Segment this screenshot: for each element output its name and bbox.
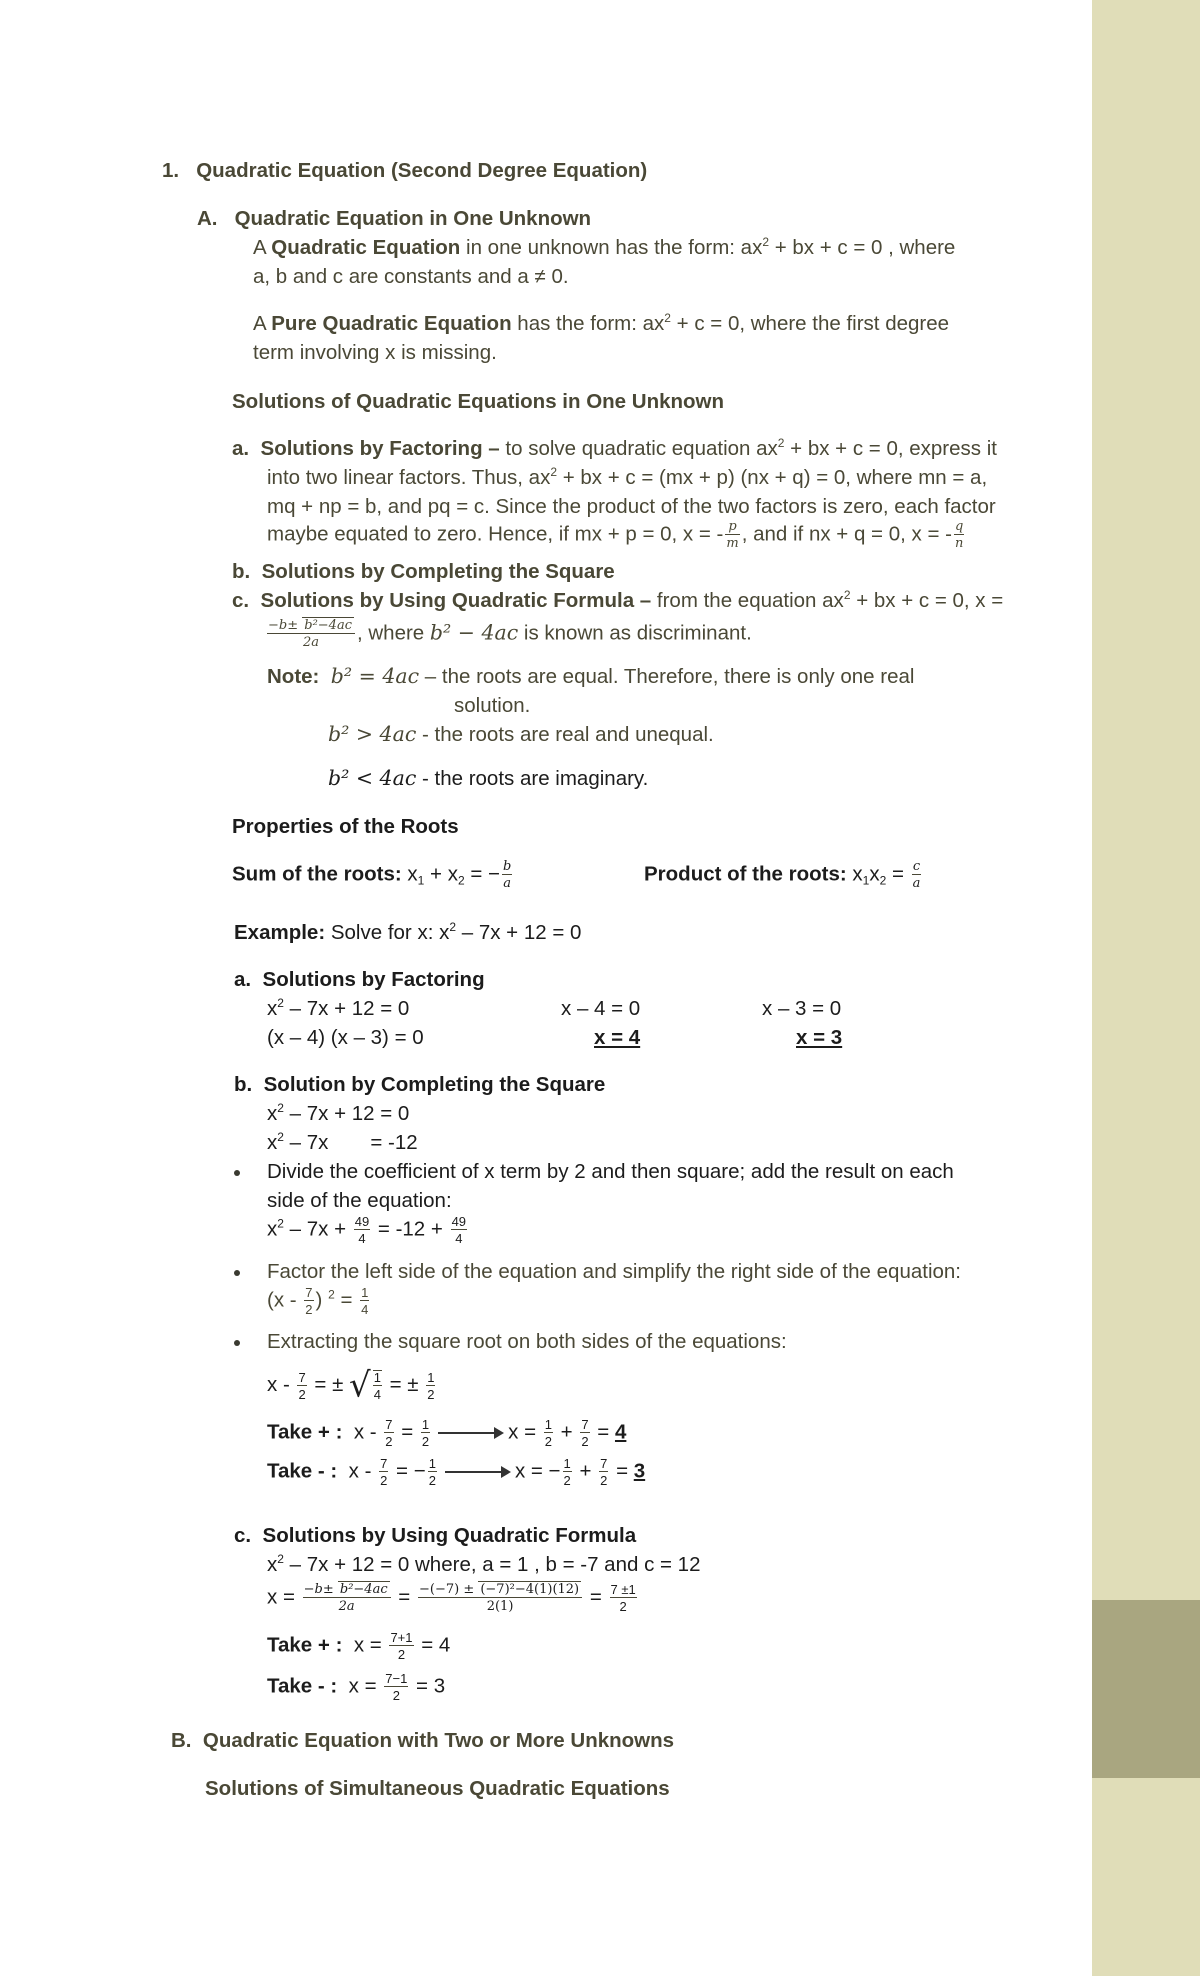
fraction-7-over-2 <box>379 1457 388 1487</box>
subscript: 1 <box>862 873 870 888</box>
text: + bx + c = 0, express it <box>784 437 997 460</box>
method-a-line3: mq + np = b, and pq = c. Since the product of the two factors is zero, each factor <box>267 495 996 518</box>
numerator: 1 <box>361 1285 369 1300</box>
text: + bx + c = 0, x = <box>850 589 1004 612</box>
text: = -12 <box>370 1131 418 1154</box>
take-minus-label: Take - : <box>267 1674 338 1698</box>
take-minus-label: Take - : <box>267 1459 338 1483</box>
step-title: Solutions by Using Quadratic Formula <box>262 1524 637 1547</box>
bullet2-text: Factor the left side of the equation and simplify the right side of the equation: <box>267 1260 962 1283</box>
denominator: 4 <box>373 1387 381 1402</box>
term-pure-quadratic-equation: Pure Quadratic Equation <box>271 312 512 335</box>
example-statement <box>234 920 581 946</box>
fraction-7-minus-1-over-2 <box>384 1672 408 1702</box>
numerator: 1 <box>373 1370 381 1385</box>
fraction-49-over-4 <box>451 1215 467 1245</box>
denominator: 2 <box>581 1434 589 1449</box>
method-b <box>232 559 615 585</box>
completing-equation2 <box>267 1286 371 1316</box>
bullet1-line2: side of the equation: <box>267 1189 452 1212</box>
product-label: Product of the roots: <box>644 862 847 886</box>
subsection-letter: B. <box>171 1729 192 1752</box>
denominator: 2 <box>380 1473 388 1488</box>
numerator-text: −b± <box>268 618 303 633</box>
text: , where <box>356 621 430 645</box>
text: x <box>267 1217 278 1241</box>
subsection-title: Quadratic Equation in One Unknown <box>234 207 592 230</box>
denominator: 4 <box>361 1302 369 1317</box>
note-line3 <box>328 766 648 792</box>
text: into two linear factors. Thus, ax <box>267 466 551 489</box>
text: = -12 + <box>372 1217 449 1241</box>
factoring-line1 <box>267 996 409 1022</box>
step-title: Solutions by Factoring <box>262 968 485 991</box>
fraction-1-over-2 <box>428 1457 437 1487</box>
quadratic-formula-fraction <box>303 1583 391 1613</box>
method-title: Solutions by Completing the Square <box>261 560 615 583</box>
denominator: 2 <box>421 1434 430 1449</box>
arrow-right-icon <box>438 1432 502 1434</box>
fraction-b-over-a <box>502 860 512 890</box>
text: = <box>886 862 910 886</box>
numerator: 1 <box>421 1417 430 1432</box>
numerator: 7 <box>581 1417 589 1432</box>
denominator: 2 <box>298 1386 306 1402</box>
term-quadratic-equation: Quadratic Equation <box>271 236 461 259</box>
step-title: Solution by Completing the Square <box>263 1073 606 1096</box>
text: + bx + c = 0 , where <box>769 236 956 259</box>
numerator: 49 <box>451 1214 467 1229</box>
root-x-3: x = 3 <box>796 1026 843 1049</box>
denominator: 4 <box>455 1231 463 1246</box>
denominator: 2 <box>544 1434 552 1449</box>
denominator: 2 <box>619 1599 627 1614</box>
text: x <box>401 862 418 886</box>
arrow-right-icon <box>445 1471 509 1473</box>
numerator: 7 <box>380 1456 388 1471</box>
text: x <box>267 997 278 1020</box>
fraction-7-over-2 <box>580 1418 589 1448</box>
denominator: 2 <box>600 1473 608 1488</box>
exponent: 2 <box>277 996 284 1010</box>
formula-substitution <box>267 1583 639 1613</box>
method-letter: c. <box>232 589 250 612</box>
note-text: - the roots are imaginary. <box>416 767 649 790</box>
exponent: 2 <box>664 311 671 325</box>
numerator: 7 <box>298 1369 306 1385</box>
section-title: Quadratic Equation (Second Degree Equation) <box>196 159 648 182</box>
numerator: p <box>725 520 739 535</box>
text: = <box>584 1585 608 1609</box>
numerator: 7 <box>385 1417 393 1432</box>
section-number: 1. <box>162 159 180 182</box>
note-line1-cont: solution. <box>454 694 531 717</box>
denominator: 2a <box>302 635 319 650</box>
result: = 3 <box>410 1674 446 1698</box>
text: in one unknown has the form: ax <box>460 236 763 259</box>
method-a-line4 <box>267 520 966 550</box>
method-letter: b. <box>232 560 251 583</box>
numerator: 1 <box>563 1456 571 1471</box>
definition-paragraph <box>253 235 955 261</box>
text: + c = 0, where the first degree <box>670 312 950 335</box>
subsection-title: Quadratic Equation with Two or More Unknowns <box>202 1729 675 1752</box>
definition-paragraph-line2: a, b and c are constants and a ≠ 0. <box>253 265 569 288</box>
subsection-a-heading <box>197 206 591 232</box>
text: Solve for x: x <box>325 921 450 944</box>
step-letter: b. <box>234 1073 253 1096</box>
note-line2 <box>328 722 714 748</box>
numerator: 49 <box>354 1214 370 1229</box>
bullet3-text: Extracting the square root on both sides of the equations: <box>267 1330 787 1353</box>
properties-heading: Properties of the Roots <box>232 815 459 838</box>
denominator: n <box>954 536 964 551</box>
subsection-letter: A. <box>197 207 218 230</box>
text: x <box>869 862 880 886</box>
numerator: 1 <box>427 1369 435 1385</box>
exponent: 2 <box>550 465 558 479</box>
fraction-7-over-2 <box>599 1457 608 1487</box>
text: – 7x + 12 = 0 <box>283 1102 410 1125</box>
denominator: 2 <box>428 1473 436 1488</box>
completing-line1 <box>267 1101 409 1127</box>
fraction-1-over-4 <box>360 1286 369 1316</box>
subsection-b-heading <box>171 1728 674 1754</box>
fraction-7-over-2 <box>297 1371 306 1401</box>
radicand: b²−4ac <box>339 1582 388 1597</box>
text: x - <box>267 1372 296 1396</box>
factor2-equation: x – 3 = 0 <box>762 997 842 1020</box>
denominator: a <box>503 876 512 891</box>
exponent: 2 <box>762 235 770 249</box>
denominator: 2 <box>563 1473 571 1488</box>
quadratic-formula-fraction <box>267 619 355 649</box>
completing-equation1 <box>267 1215 469 1245</box>
fraction-7-plus-1-over-2 <box>389 1631 413 1661</box>
formula-take-minus <box>267 1672 445 1702</box>
root-x-4: x = 4 <box>594 1026 641 1049</box>
text: – 7x + 12 = 0 <box>283 997 410 1020</box>
text: – 7x + 12 = 0 where, a = 1 , b = -7 and c = 12 <box>283 1553 701 1576</box>
text: x <box>267 1102 278 1125</box>
pure-definition-line2: term involving x is missing. <box>253 341 497 364</box>
fraction-49-over-4 <box>354 1215 370 1245</box>
note-line1 <box>267 664 914 690</box>
text: x = <box>267 1585 301 1609</box>
text: = <box>591 1420 615 1444</box>
subscript: 1 <box>417 873 425 888</box>
radical-sign-icon: √ <box>349 1365 371 1406</box>
numerator: q <box>954 519 964 534</box>
solutions-heading: Solutions of Quadratic Equations in One Unknown <box>232 390 725 413</box>
fraction-q-over-n <box>954 520 964 550</box>
text: = ± <box>308 1372 350 1396</box>
note-label: Note: <box>267 665 320 688</box>
formula-take-plus <box>267 1631 450 1661</box>
text: is known as discriminant. <box>518 621 752 645</box>
exponent: 2 <box>277 1101 284 1115</box>
text: x = <box>508 1420 542 1444</box>
subscript: 2 <box>879 873 887 888</box>
numerator-text: −b± <box>303 1582 338 1597</box>
pure-definition-paragraph <box>253 311 949 337</box>
bullet1-line1: Divide the coefficient of x term by 2 and then square; add the result on each <box>267 1160 954 1183</box>
formula-given <box>267 1552 700 1578</box>
discriminant-expr: b² − 4ac <box>429 620 519 645</box>
text: from the equation ax <box>651 589 844 612</box>
method-title: Solutions by Factoring – <box>260 437 500 460</box>
exponent: 2 <box>777 436 785 450</box>
fraction-7-over-2 <box>384 1418 393 1448</box>
text: maybe equated to zero. Hence, if mx + p = 0, x = - <box>267 522 724 546</box>
numerator: c <box>912 859 921 874</box>
denominator: 2 <box>397 1647 406 1662</box>
text: = <box>392 1585 416 1609</box>
text: x = <box>348 1674 383 1698</box>
numerator: 7 ±1 <box>610 1582 636 1597</box>
text: + <box>573 1459 598 1483</box>
text: – 7x + <box>283 1217 352 1241</box>
text: x = − <box>514 1459 561 1483</box>
bullet <box>234 1270 240 1276</box>
fraction-1-over-2 <box>421 1418 430 1448</box>
take-plus-label: Take + : <box>267 1633 343 1657</box>
fraction-1-over-2 <box>426 1371 435 1401</box>
factor1-equation: x – 4 = 0 <box>561 997 641 1020</box>
text: ) <box>315 1288 329 1312</box>
denominator: a <box>912 876 921 891</box>
numerator: 1 <box>544 1417 552 1432</box>
text: x - <box>348 1459 378 1483</box>
example-label: Example: <box>234 921 326 944</box>
exponent: 2 <box>843 588 851 602</box>
result-4: 4 <box>614 1420 627 1444</box>
text: has the form: ax <box>511 312 665 335</box>
text: = ± <box>383 1372 425 1396</box>
take-minus-line <box>267 1457 645 1487</box>
numerator-text: −(−7) ± <box>418 1582 479 1597</box>
exponent: 2 <box>277 1552 284 1566</box>
fraction-c-over-a <box>912 860 922 890</box>
example-a-heading <box>234 967 485 993</box>
exponent: 2 <box>277 1130 284 1144</box>
text: + bx + c = (mx + p) (nx + q) = 0, where mn = a, <box>557 466 988 489</box>
text: = − <box>464 862 500 886</box>
example-b-heading <box>234 1072 605 1098</box>
text: – 7x <box>283 1131 329 1154</box>
take-plus-label: Take + : <box>267 1420 343 1444</box>
substituted-fraction <box>418 1583 582 1613</box>
method-title: Solutions by Using Quadratic Formula – <box>260 589 652 612</box>
denominator: 2 <box>392 1688 400 1703</box>
step-letter: a. <box>234 968 252 991</box>
denominator: 2 <box>427 1386 435 1402</box>
text: + x <box>424 862 458 886</box>
method-a-line2 <box>267 465 987 491</box>
text: = <box>395 1420 419 1444</box>
numerator: b <box>502 859 512 874</box>
denominator: 2 <box>385 1434 393 1449</box>
method-c <box>232 588 1003 614</box>
simultaneous-heading: Solutions of Simultaneous Quadratic Equations <box>205 1777 670 1800</box>
sum-label: Sum of the roots: <box>232 862 402 886</box>
section-heading <box>162 158 647 184</box>
exponent: 2 <box>328 1287 335 1302</box>
fraction-1-over-4 <box>373 1370 382 1401</box>
text: = − <box>390 1459 426 1483</box>
subscript: 2 <box>457 873 465 888</box>
radicand: b²−4ac <box>304 618 352 633</box>
sum-of-roots <box>232 860 514 890</box>
take-plus-line <box>267 1418 626 1448</box>
numerator: 7+1 <box>390 1630 413 1645</box>
method-letter: a. <box>232 437 250 460</box>
text: x = <box>353 1633 388 1657</box>
note-text: – the roots are equal. Therefore, there is only one real <box>419 665 915 688</box>
numerator: 1 <box>428 1456 436 1471</box>
product-of-roots <box>644 860 923 890</box>
text: = <box>610 1459 634 1483</box>
denominator: 2a <box>338 1599 355 1614</box>
bullet <box>234 1170 240 1176</box>
text: x - <box>353 1420 383 1444</box>
text: to solve quadratic equation ax <box>499 437 778 460</box>
example-c-heading <box>234 1523 636 1549</box>
square-root-equation <box>267 1365 437 1406</box>
numerator: 7 <box>600 1456 608 1471</box>
numerator: 7−1 <box>385 1671 408 1686</box>
text: (x - <box>267 1288 303 1312</box>
fraction-1-over-2 <box>563 1457 572 1487</box>
text: , and if nx + q = 0, x = - <box>741 522 952 546</box>
completing-line2 <box>267 1130 418 1156</box>
note-condition: b² < 4ac <box>328 766 417 790</box>
fraction-p-over-m <box>725 520 739 550</box>
note-condition: b² > 4ac <box>328 722 417 746</box>
step-letter: c. <box>234 1524 252 1547</box>
note-text: - the roots are real and unequal. <box>416 723 714 746</box>
quadratic-formula-line <box>265 619 752 649</box>
text: A <box>253 236 272 259</box>
text: + <box>554 1420 579 1444</box>
bullet <box>234 1340 240 1346</box>
denominator: m <box>726 536 739 551</box>
result-3: 3 <box>633 1459 646 1483</box>
text: x <box>267 1553 278 1576</box>
text: x <box>846 862 863 886</box>
denominator: 4 <box>358 1231 366 1246</box>
factoring-line2: (x – 4) (x – 3) = 0 <box>267 1026 424 1049</box>
simplified-fraction <box>610 1583 637 1613</box>
fraction-1-over-2 <box>544 1418 553 1448</box>
denominator: 2(1) <box>486 1599 514 1614</box>
radicand: (−7)²−4(1)(12) <box>480 1582 580 1597</box>
note-condition: b² = 4ac <box>330 664 420 688</box>
denominator: 2 <box>305 1302 313 1317</box>
method-a <box>232 436 997 462</box>
fraction-7-over-2 <box>304 1286 313 1316</box>
text: x <box>267 1131 278 1154</box>
numerator: 7 <box>305 1285 313 1300</box>
sidebar-accent-block <box>1092 1600 1200 1778</box>
exponent: 2 <box>277 1216 284 1231</box>
result: = 4 <box>415 1633 451 1657</box>
text: = <box>334 1288 359 1312</box>
text: A <box>253 312 272 335</box>
text: – 7x + 12 = 0 <box>456 921 582 944</box>
exponent: 2 <box>449 920 457 934</box>
